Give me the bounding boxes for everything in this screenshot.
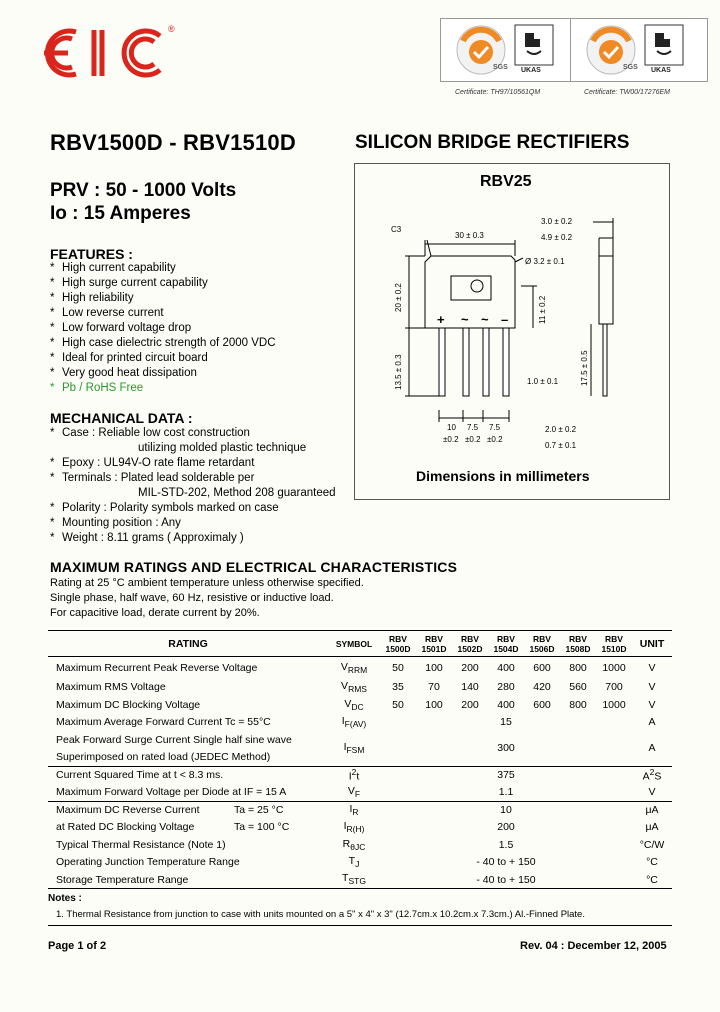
mechanical-heading: MECHANICAL DATA : <box>50 410 193 426</box>
feature-item: * High case dielectric strength of 2000 VDC <box>50 337 276 349</box>
mech-item: * Epoxy : UL94V-O rate flame retardant <box>50 457 255 469</box>
page-number: Page 1 of 2 <box>48 940 107 952</box>
table-row: Maximum RMS Voltage $V_{RMS}$ 35 70 140 280 420 560 700 V <box>56 680 656 695</box>
cert-badge-2 <box>570 18 708 82</box>
feature-item: * Ideal for printed circuit board <box>50 352 208 364</box>
pin-minus-label: – <box>501 312 509 327</box>
feature-item: * Very good heat dissipation <box>50 367 197 379</box>
feature-item: * High reliability <box>50 292 134 304</box>
package-drawing <box>355 200 669 460</box>
eic-logo <box>32 22 182 82</box>
rating-header: RATING <box>48 631 328 657</box>
feature-item: * Low forward voltage drop <box>50 322 192 334</box>
table-row: at Rated DC Blocking Voltage Ta = 100 °C $I_{R(H)}$ 200 μA <box>56 820 659 835</box>
dim-pitch1: 10 <box>447 423 456 432</box>
sgs-label-2: SGS <box>623 64 638 71</box>
table-row: Maximum Forward Voltage per Diode at IF = 15 A $V_F$ 1.1 V <box>56 784 656 800</box>
unit-header: UNIT <box>632 631 672 657</box>
dim-pitch2: 7.5 <box>467 423 479 432</box>
mech-item: utilizing molded plastic technique <box>138 442 307 454</box>
feature-item: * Low reverse current <box>50 307 164 319</box>
notes-heading: Notes : <box>48 893 82 904</box>
dim-lead-t1: 2.0 ± 0.2 <box>545 425 577 434</box>
notes-divider <box>48 925 672 926</box>
io-rating: Io : 15 Amperes <box>50 203 191 224</box>
dim-thick1: 3.0 ± 0.2 <box>541 217 573 226</box>
dim-width: 30 ± 0.3 <box>455 231 484 240</box>
ukas-label-2: UKAS <box>651 67 671 74</box>
pin-ac2-label: ~ <box>481 312 489 327</box>
dim-tol3: ±0.2 <box>487 435 503 444</box>
table-header-row: RATING SYMBOL RBV 1500D RBV 1501D RBV 1502D RBV 1504D RBV 1506D RBV 1508D RBV 1510D UNIT <box>48 631 672 657</box>
table-row: Superimposed on rated load (JEDEC Method) <box>56 751 271 763</box>
mech-item: * Case : Reliable low cost construction <box>50 427 250 439</box>
dim-c3: C3 <box>391 225 402 234</box>
dim-tol2: ±0.2 <box>465 435 481 444</box>
mech-item: * Weight : 8.11 grams ( Approximaly ) <box>50 532 244 544</box>
dim-thick2: 4.9 ± 0.2 <box>541 233 573 242</box>
max-ratings-heading: MAXIMUM RATINGS AND ELECTRICAL CHARACTERISTICS <box>50 559 458 575</box>
ukas-label-1: UKAS <box>521 67 541 74</box>
rating-note-2: Single phase, half wave, 60 Hz, resistive or inductive load. <box>50 592 334 604</box>
product-type-title: SILICON BRIDGE RECTIFIERS <box>355 132 630 153</box>
table-row: Peak Forward Surge Current Single half sine wave $I_{FSM}$ 300 A <box>56 733 656 756</box>
pin-ac1-label: ~ <box>461 312 469 327</box>
table-row: Current Squared Time at t < 8.3 ms. $I^2t$ 375 $A^2S$ <box>48 766 672 784</box>
ratings-table <box>48 630 672 889</box>
table-row: Maximum Recurrent Peak Reverse Voltage $V_{RRM}$ 50 100 200 400 600 800 1000 V <box>56 660 656 675</box>
features-list <box>50 261 276 396</box>
dim-hole-h: 11 ± 0.2 <box>538 295 547 324</box>
dimensions-caption: Dimensions in millimeters <box>416 468 590 484</box>
features-heading: FEATURES : <box>50 246 133 262</box>
dim-pin-w: 1.0 ± 0.1 <box>527 377 559 386</box>
mech-item: MIL-STD-202, Method 208 guaranteed <box>138 487 336 499</box>
feature-item: * High surge current capability <box>50 277 208 289</box>
table-row: Maximum Average Forward Current Tc = 55°C $I_{F(AV)}$ 15 A <box>56 715 656 730</box>
feature-item-rohs: * Pb / RoHS Free <box>50 382 144 394</box>
table-row: Maximum DC Blocking Voltage $V_{DC}$ 50 100 200 400 600 800 1000 V <box>56 697 656 712</box>
table-row: Typical Thermal Resistance (Note 1) $R_{\theta JC}$ 1.5 °C/W <box>56 837 665 852</box>
pin-plus-label: + <box>437 312 445 327</box>
part-number-title: RBV1500D - RBV1510D <box>50 130 296 155</box>
notes-text: 1. Thermal Resistance from junction to case with units mounted on a 5" x 4" x 3" (12.7cm.x 10.2cm.x 7.3cm.) Al.-Finned Plate. <box>56 909 585 920</box>
mech-item: * Mounting position : Any <box>50 517 181 529</box>
dim-hole: Ø 3.2 ± 0.1 <box>525 257 565 266</box>
rating-note-1: Rating at 25 °C ambient temperature unless otherwise specified. <box>50 577 364 589</box>
dim-lead-len: 13.5 ± 0.3 <box>394 354 403 390</box>
dim-lead-t2: 0.7 ± 0.1 <box>545 441 577 450</box>
cert-badge-1 <box>440 18 578 82</box>
cert-caption-2: Certificate: TW00/17276EM <box>584 89 670 96</box>
registered-mark: ® <box>168 24 175 34</box>
mech-item: * Terminals : Plated lead solderable per <box>50 472 255 484</box>
rating-note-3: For capacitive load, derate current by 20%. <box>50 607 260 619</box>
dim-total-len: 17.5 ± 0.5 <box>580 350 589 386</box>
dim-pitch3: 7.5 <box>489 423 501 432</box>
mechanical-list <box>50 426 336 546</box>
table-row: Maximum DC Reverse Current Ta = 25 °C $I_R$ 10 μA <box>48 801 672 819</box>
revision: Rev. 04 : December 12, 2005 <box>520 940 667 952</box>
sgs-label-1: SGS <box>493 64 508 71</box>
dim-height: 20 ± 0.2 <box>394 283 403 312</box>
table-row: Storage Temperature Range $T_{STG}$ - 40 to + 150 °C <box>48 871 672 889</box>
feature-item: * High current capability <box>50 262 176 274</box>
symbol-header: SYMBOL <box>328 631 380 657</box>
mech-item: * Polarity : Polarity symbols marked on case <box>50 502 279 514</box>
package-name: RBV25 <box>480 173 532 190</box>
prv-rating: PRV : 50 - 1000 Volts <box>50 180 237 201</box>
table-row: Operating Junction Temperature Range $T_J$ - 40 to + 150 °C <box>56 855 658 870</box>
cert-caption-1: Certificate: TH97/10561QM <box>455 89 541 96</box>
dim-tol1: ±0.2 <box>443 435 459 444</box>
